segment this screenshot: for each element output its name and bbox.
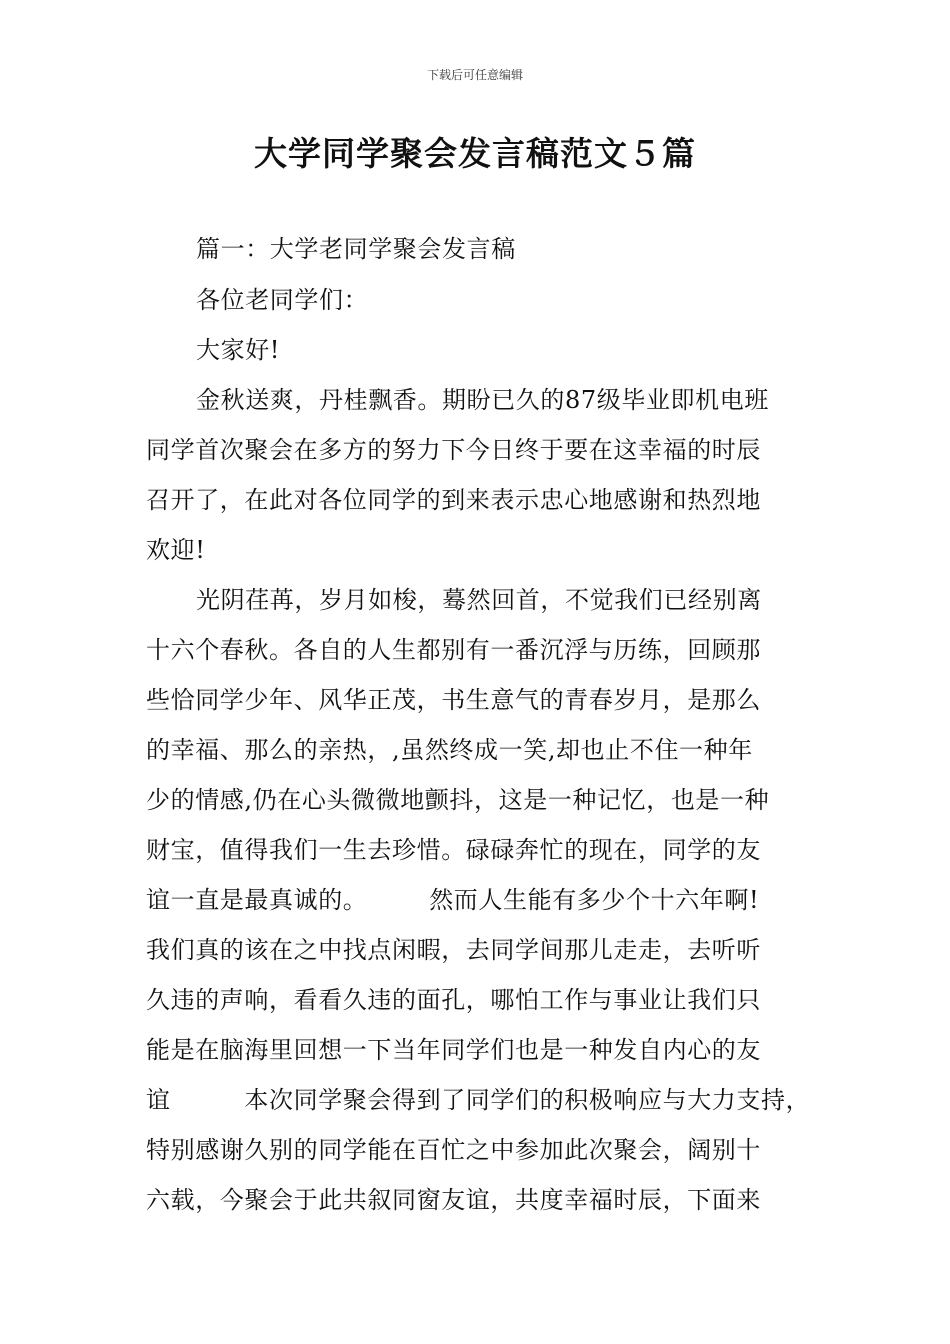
document-title: 大学同学聚会发言稿范文５篇 — [254, 134, 696, 173]
salutation: 各位老同学们： — [196, 286, 369, 314]
paragraph-line: 召开了，在此对各位同学的到来表示忠心地感谢和热烈地 — [146, 486, 761, 514]
paragraph-line: 欢迎! — [146, 536, 206, 564]
paragraph-line: 同学首次聚会在多方的努力下今日终于要在这幸福的时辰 — [146, 436, 761, 464]
header-note: 下载后可任意编辑 — [426, 68, 523, 82]
paragraph-line: 六载，今聚会于此共叙同窗友谊，共度幸福时辰，下面来 — [146, 1186, 761, 1214]
paragraph-line: 十六个春秋。各自的人生都别有一番沉浮与历练，回顾那 — [146, 636, 761, 664]
paragraph-line: 金秋送爽，丹桂飘香。期盼已久的87级毕业即机电班 — [196, 386, 769, 414]
paragraph-line: 少的情感,仍在心头微微地颤抖，这是一种记忆，也是一种 — [146, 786, 770, 814]
paragraph-line: 财宝，值得我们一生去珍惜。碌碌奔忙的现在，同学的友 — [146, 836, 761, 864]
paragraph-line: 谊一直是最真诚的。 然而人生能有多少个十六年啊! — [146, 886, 760, 914]
paragraph-line: 谊 本次同学聚会得到了同学们的积极响应与大力支持， — [146, 1086, 811, 1114]
paragraph-line: 的幸福、那么的亲热，,虽然终成一笑,却也止不住一种年 — [146, 736, 753, 764]
paragraph-line: 我们真的该在之中找点闲暇，去同学间那儿走走，去听听 — [146, 936, 761, 964]
paragraph-line: 能是在脑海里回想一下当年同学们也是一种发自内心的友 — [146, 1036, 761, 1064]
paragraph-line: 久违的声响，看看久违的面孔，哪怕工作与事业让我们只 — [146, 986, 761, 1014]
paragraph-line: 特别感谢久别的同学能在百忙之中参加此次聚会，阔别十 — [146, 1136, 761, 1164]
greeting: 大家好! — [196, 336, 281, 364]
paragraph-line: 光阴荏苒，岁月如梭，蓦然回首，不觉我们已经别离 — [196, 586, 762, 614]
paragraph-line: 些恰同学少年、风华正茂，书生意气的青春岁月，是那么 — [146, 686, 761, 714]
section-heading: 篇一：大学老同学聚会发言稿 — [196, 235, 516, 263]
